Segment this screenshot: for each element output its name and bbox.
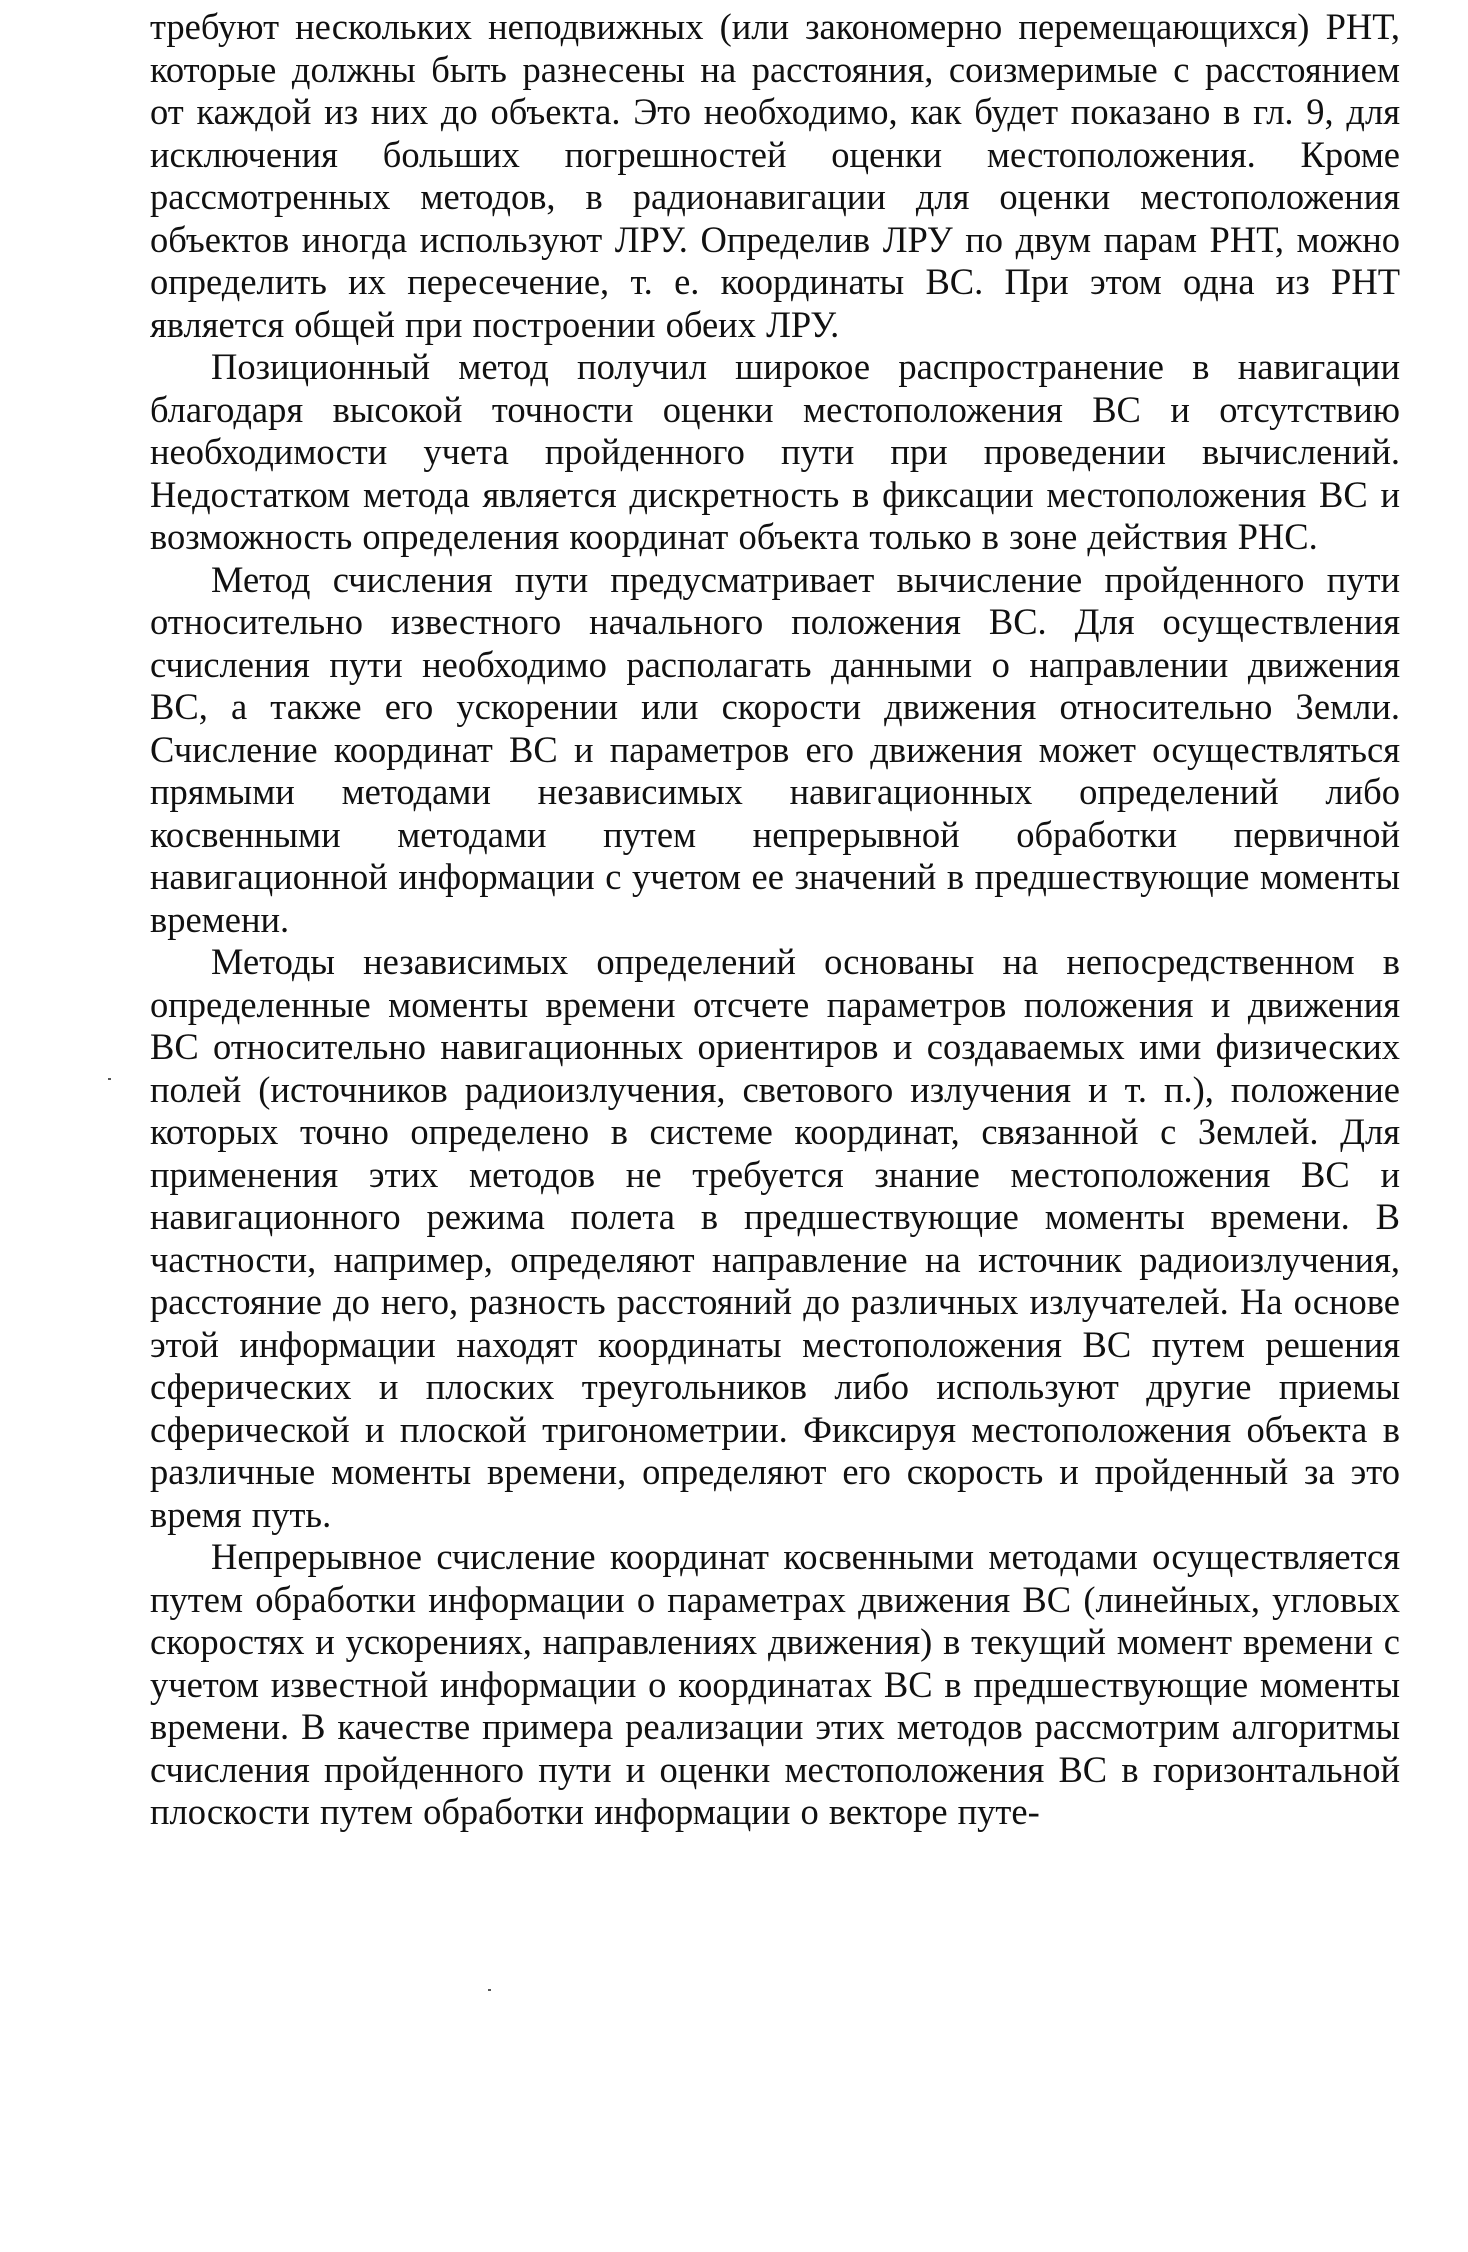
paragraph-independent-methods: Методы независимых определений основаны на непосредственном в определенные моменты времени отсчете параметров положения и движения ВС относительно навигационных ориентиров и создаваемых ими физических полей (источников радиоизлучения, светового излучения и т. п.), положение которых точно определено в системе координат, связанной с Землей. Для применения этих методов не требуется знание местоположения ВС и навигационного режима полета в предшествующие моменты времени. В частности, например, определяют направление на источник радиоизлучения, расстояние до него, разность расстояний до различных излучателей. На основе этой информации находят координаты местоположения ВС путем решения сферических и плоских треугольников либо используют другие приемы сферической и плоской тригонометрии. Фиксируя местоположения объекта в различные моменты времени, определяют его скорость и пройденный за это время путь. xyxy=(150,941,1400,1535)
paragraph-continuous-reckoning: Непрерывное счисление координат косвенными методами осуществляется путем обработки информации о параметрах движения ВС (линейных, угловых скоростях и ускорениях, направлениях движения) в текущий момент времени с учетом известной информации о координатах ВС в предшествующие моменты времени. В качестве примера реализации этих методов рассмотрим алгоритмы счисления пройденного пути и оценки местоположения ВС в горизонтальной плоскости путем обработки информации о векторе путе- xyxy=(150,1536,1400,1832)
scan-speck xyxy=(108,1078,111,1080)
document-page xyxy=(150,6,1400,1834)
paragraph-continued: требуют нескольких неподвижных (или закономерно перемещающихся) РНТ, которые должны быть разнесены на расстояния, соизмеримые с расстоянием от каждой из них до объекта. Это необходимо, как будет показано в гл. 9, для исключения больших погрешностей оценки местоположения. Кроме рассмотренных методов, в радионавигации для оценки местоположения объектов иногда используют ЛРУ. Определив ЛРУ по двум парам РНТ, можно определить их пересечение, т. е. координаты ВС. При этом одна из РНТ является общей при построении обеих ЛРУ. xyxy=(150,6,1400,345)
paragraph-positional-method: Позиционный метод получил широкое распространение в навигации благодаря высокой точности оценки местоположения ВС и отсутствию необходимости учета пройденного пути при проведении вычислений. Недостатком метода является дискретность в фиксации местоположения ВС и возможность определения координат объекта только в зоне действия РНС. xyxy=(150,346,1400,557)
paragraph-dead-reckoning: Метод счисления пути предусматривает вычисление пройденного пути относительно известного начального положения ВС. Для осуществления счисления пути необходимо располагать данными о направлении движения ВС, а также его ускорении или скорости движения относительно Земли. Счисление координат ВС и параметров его движения может осуществляться прямыми методами независимых навигационных определений либо косвенными методами путем непрерывной обработки первичной навигационной информации с учетом ее значений в предшествующие моменты времени. xyxy=(150,558,1400,940)
scan-speck xyxy=(488,1989,491,1991)
